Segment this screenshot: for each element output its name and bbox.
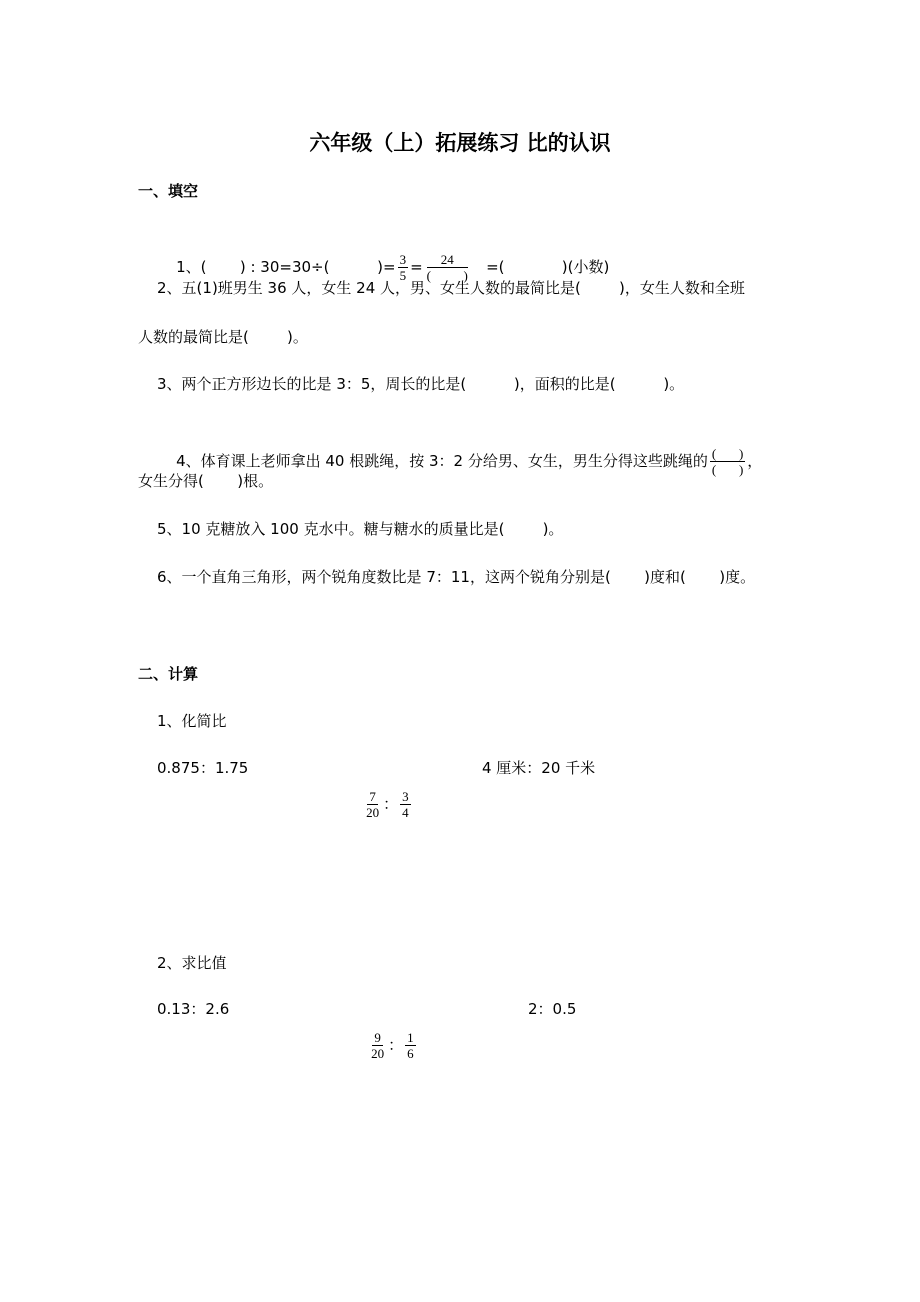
fraction-24-blank: $\frac{24}{( )}$: [426, 252, 468, 283]
question-3: 3、两个正方形边长的比是 3：5，周长的比是( )，面积的比是( )。: [157, 375, 685, 393]
sub-ratio-value-label: 2、求比值: [157, 954, 227, 972]
fraction: $\frac{9}{20}$: [371, 1030, 385, 1061]
fraction: $\frac{7}{20}$: [366, 789, 380, 820]
section-fill-blank-heading: 一、填空: [138, 182, 199, 200]
question-1: 1、( ) : 30=30÷( )= $\frac{3}{5}$ = $\frac{24}{( )}$ =( )(小数): [176, 252, 610, 283]
fraction: $\frac{1}{6}$: [407, 1030, 414, 1061]
sub-simplify-label: 1、化简比: [157, 712, 227, 730]
q1-text: 1、( ) : 30=30÷( )=: [176, 258, 396, 276]
page-title: 六年级（上）拓展练习 比的认识: [309, 131, 611, 155]
question-6: 6、一个直角三角形，两个锐角度数比是 7：11，这两个锐角分别是( )度和( )度。: [157, 568, 756, 586]
ratio-item-3: 2：0.5: [528, 1000, 577, 1018]
fraction: $\frac{3}{4}$: [402, 789, 409, 820]
simplify-item-3: 4 厘米：20 千米: [482, 759, 596, 777]
fraction-blank: $\frac{( )}{( )}$: [711, 446, 744, 477]
ratio-item-1: 0.13：2.6: [157, 1000, 230, 1018]
question-4: 4、体育课上老师拿出 40 根跳绳，按 3：2 分给男、女生，男生分得这些跳绳的 $\frac{( )}{( )}$ ，: [176, 446, 763, 477]
question-4-cont: 女生分得( )根。: [138, 472, 274, 490]
fraction-3-5: $\frac{3}{5}$: [399, 252, 407, 283]
ratio-item-2: $\frac{9}{20}$ ： $\frac{1}{6}$: [371, 1030, 414, 1061]
question-2-cont: 人数的最简比是( )。: [138, 328, 308, 346]
question-5: 5、10 克糖放入 100 克水中。糖与糖水的质量比是( )。: [157, 520, 564, 538]
simplify-item-2: $\frac{7}{20}$ ： $\frac{3}{4}$: [366, 789, 409, 820]
simplify-item-1: 0.875：1.75: [157, 759, 249, 777]
question-2: 2、五(1)班男生 36 人，女生 24 人，男、女生人数的最简比是( )，女生人数和全班: [157, 279, 745, 297]
section-calc-heading: 二、计算: [138, 665, 199, 683]
